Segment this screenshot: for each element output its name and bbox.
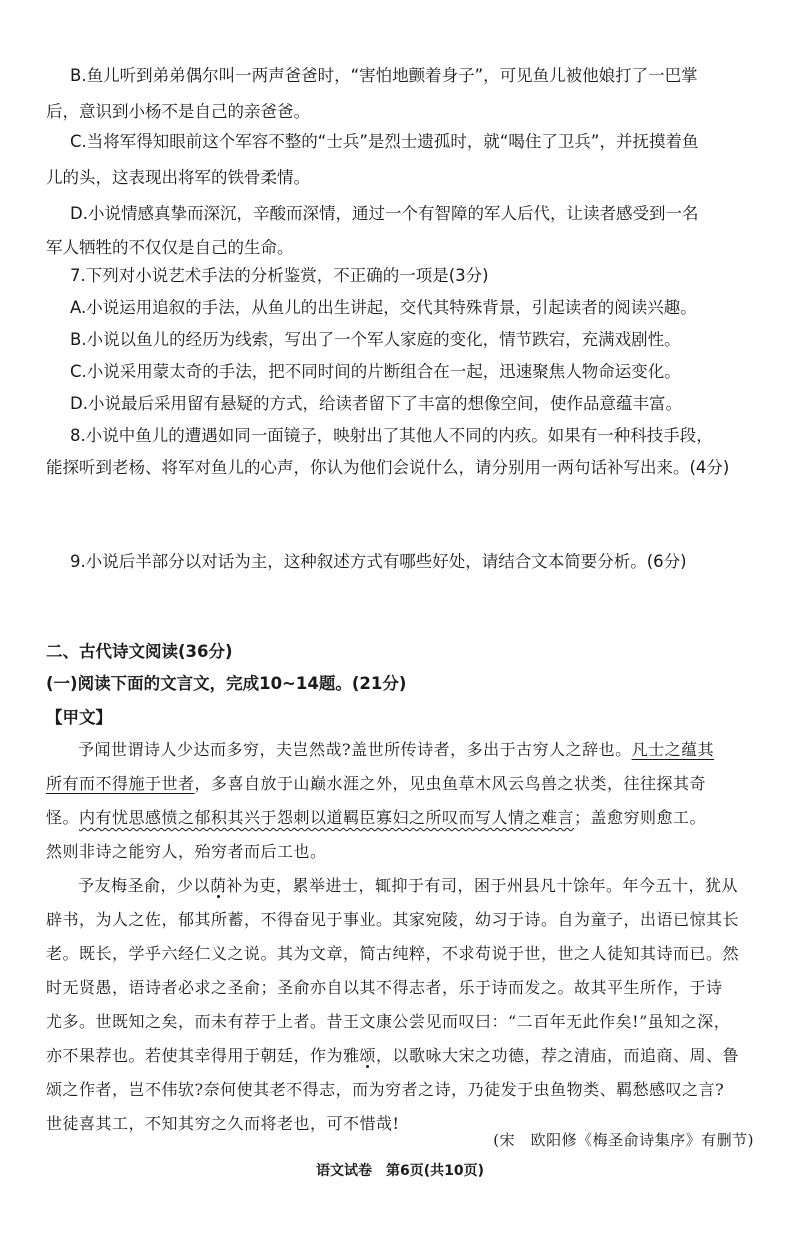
passage-source: (宋 欧阳修《梅圣俞诗集序》有删节)	[493, 1131, 754, 1149]
question-7-option-c: C.小说采用蒙太奇的手法，把不同时间的片断组合在一起，迅速聚焦人物命运变化。	[70, 362, 681, 381]
section-2-subtitle: (一)阅读下面的文言文，完成10~14题。(21分)	[46, 674, 407, 693]
question-8-line1: 8.小说中鱼儿的遭遇如同一面镜子，映射出了其他人不同的内疚。如果有一种科技手段，	[70, 426, 713, 445]
passage-line-1	[78, 732, 714, 768]
passage-text: ；盖愈穷则愈工。	[574, 808, 707, 827]
option-b-line1: B.鱼儿听到弟弟偶尔叫一两声爸爸时，“害怕地颤着身子”，可见鱼儿被他娘打了一巴掌	[70, 66, 698, 85]
passage-text: 予友梅圣俞，少以	[78, 876, 211, 895]
passage-text: 怪。	[46, 808, 80, 827]
option-d-line1: D.小说情感真挚而深沉，辛酸而深情，通过一个有智障的军人后代，让读者感受到一名	[70, 204, 699, 223]
passage-p2-line-2: 辟书，为人之佐，郁其所蓄，不得奋见于事业。其家宛陵，幼习于诗。自为童子，出语已惊其长	[46, 910, 740, 929]
question-7-option-d: D.小说最后采用留有悬疑的方式，给读者留下了丰富的想像空间，使作品意蕴丰富。	[70, 394, 682, 413]
passage-p2-line-3: 老。既长，学乎六经仁义之说。其为文章，简古纯粹，不求苟说于世，世之人徒知其诗而已。然	[46, 944, 740, 963]
passage-p2-line-1	[78, 868, 738, 904]
passage-text: ，以歌咏大宋之功德，荐之清庙，而追商、周、鲁	[376, 1046, 740, 1065]
underlined-sentence: 所有而不得施于世者	[46, 774, 195, 793]
question-7-option-a: A.小说运用追叙的手法，从鱼儿的出生讲起，交代其特殊背景，引起读者的阅读兴趣。	[70, 298, 697, 317]
option-c-line1: C.当将军得知眼前这个军容不整的“士兵”是烈士遗孤时，就“喝住了卫兵”，并抚摸着鱼	[70, 132, 699, 151]
question-8-line2: 能探听到老杨、将军对鱼儿的心声，你认为他们会说什么，请分别用一两句话补写出来。(4分)	[46, 458, 730, 477]
passage-label: 【甲文】	[46, 708, 112, 727]
passage-line-2	[46, 766, 706, 802]
section-2-title: 二、古代诗文阅读(36分)	[46, 642, 233, 661]
dotted-character: 颂	[359, 1046, 377, 1065]
passage-text: 补为吏，累举进士，辄抑于有司，困于州县凡十馀年。年今五十，犹从	[226, 876, 739, 895]
passage-p2-line-7: 颂之作者，岂不伟欤?奈何使其老不得志，而为穷者之诗，乃徒发于虫鱼物类、羁愁感叹之言?	[46, 1080, 725, 1099]
question-9: 9.小说后半部分以对话为主，这种叙述方式有哪些好处，请结合文本简要分析。(6分)	[70, 552, 687, 571]
option-b-line2: 后，意识到小杨不是自己的亲爸爸。	[46, 102, 310, 121]
underlined-sentence: 凡士之蕴其	[631, 740, 715, 759]
dotted-character: 荫	[210, 876, 227, 895]
passage-line-3	[46, 800, 706, 836]
page-footer: 语文试卷 第6页(共10页)	[315, 1163, 485, 1179]
passage-p2-line-4: 时无贤愚，语诗者必求之圣俞；圣俞亦自以其不得志者，乐于诗而发之。故其平生所作，于诗	[46, 978, 723, 997]
question-7: 7.下列对小说艺术手法的分析鉴赏，不正确的一项是(3分)	[70, 266, 489, 285]
question-7-option-b: B.小说以鱼儿的经历为线索，写出了一个军人家庭的变化，情节跌宕，充满戏剧性。	[70, 330, 681, 349]
passage-p2-line-6	[46, 1038, 739, 1074]
wavy-underlined-sentence: 内有忧思感愤之郁积其兴于怨刺以道羁臣寡妇之所叹而写人情之难言	[79, 808, 575, 827]
passage-p2-line-8: 世徒喜其工，不知其穷之久而将老也，可不惜哉!	[46, 1114, 400, 1133]
passage-text: ，多喜自放于山巅水涯之外，见虫鱼草木风云鸟兽之状类，往往探其奇	[194, 774, 707, 793]
passage-line-4: 然则非诗之能穷人，殆穷者而后工也。	[46, 842, 327, 861]
passage-text: 予闻世谓诗人少达而多穷，夫岂然哉?盖世所传诗者，多出于古穷人之辞也。	[78, 740, 632, 759]
passage-text: 亦不果荐也。若使其幸得用于朝廷，作为雅	[46, 1046, 360, 1065]
option-c-line2: 儿的头，这表现出将军的铁骨柔情。	[46, 168, 310, 187]
passage-p2-line-5: 尤多。世既知之矣，而未有荐于上者。昔王文康公尝见而叹曰：“二百年无此作矣!”虽知之深，	[46, 1012, 731, 1031]
option-d-line2: 军人牺牲的不仅仅是自己的生命。	[46, 238, 294, 257]
